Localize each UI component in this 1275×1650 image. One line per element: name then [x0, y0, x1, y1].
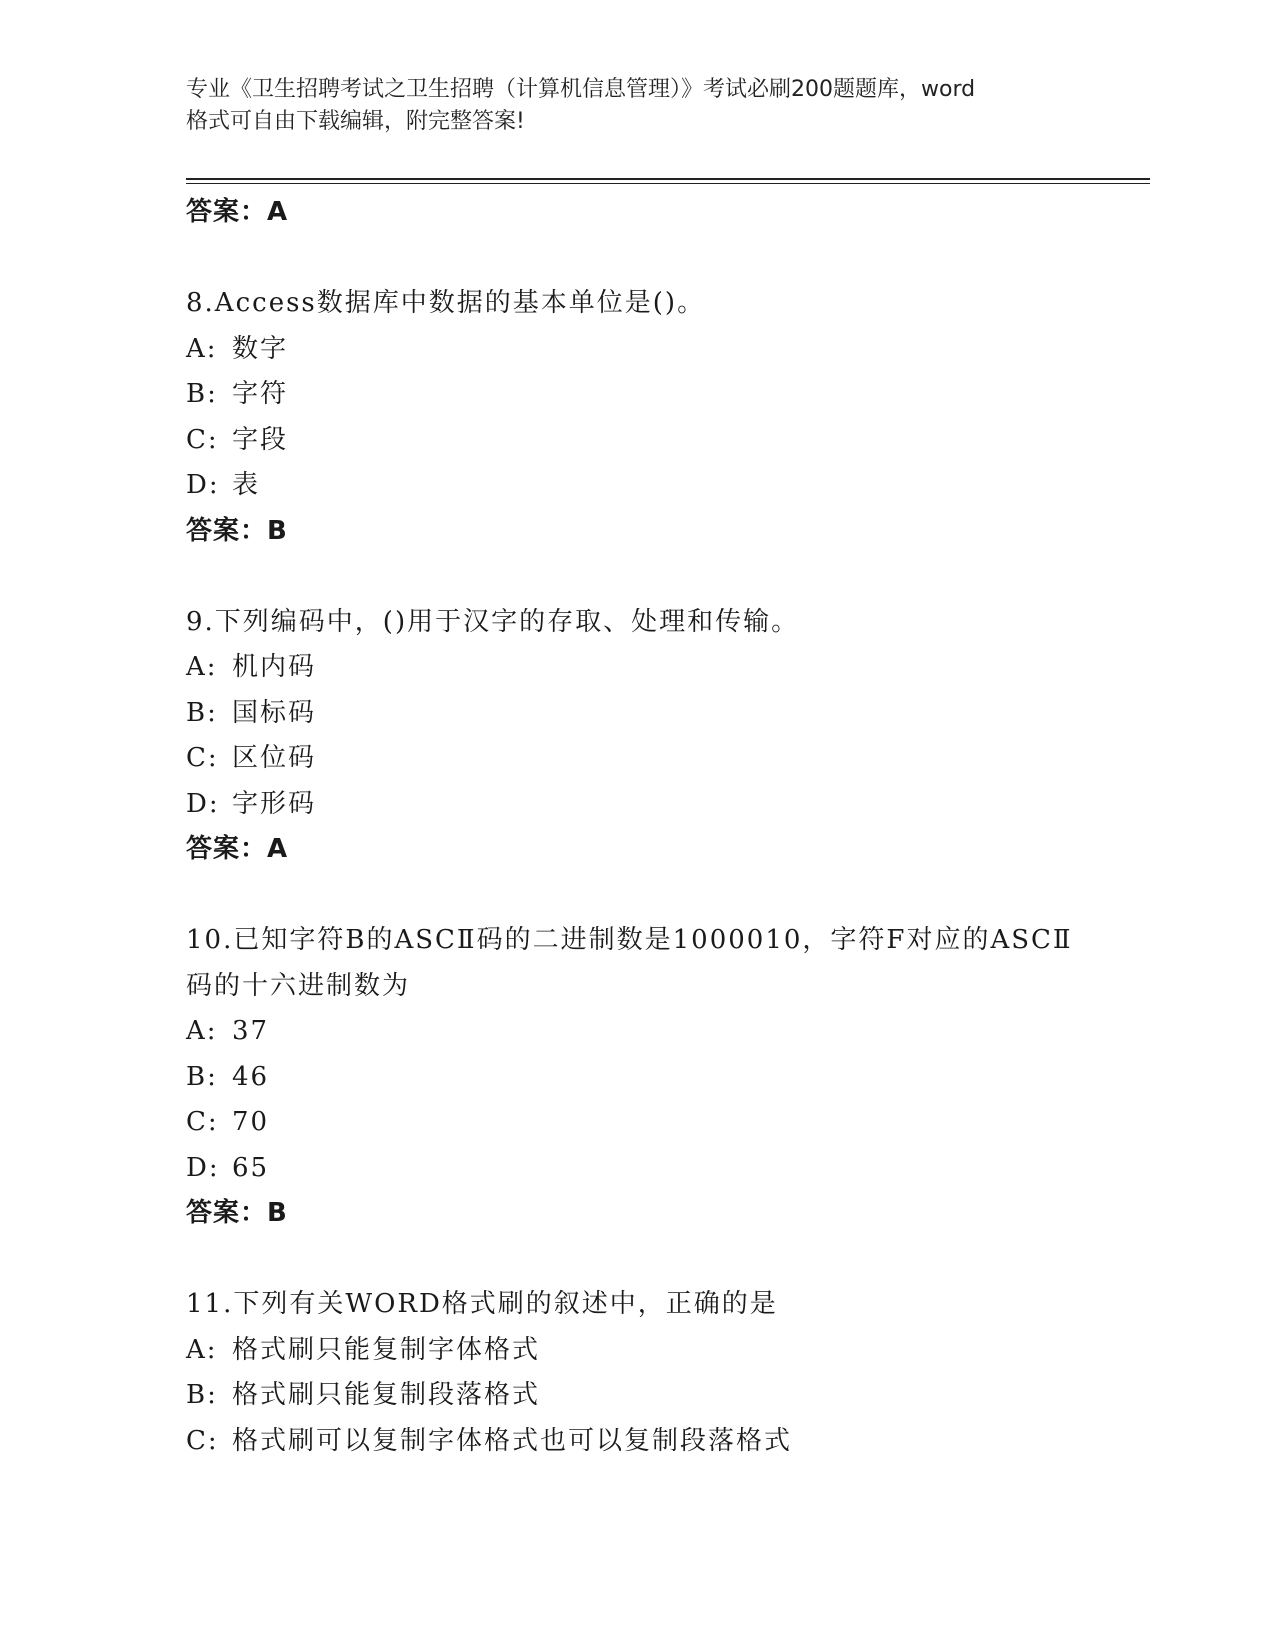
document-header: [186, 74, 1086, 138]
header-line-2: 格式可自由下载编辑，附完整答案!: [186, 109, 525, 134]
option-a[interactable]: A: 机内码: [186, 652, 317, 682]
question-stem-line-2: 码的十六进制数为: [186, 970, 411, 1001]
header-rule-thick: [186, 178, 1150, 180]
option-d[interactable]: D: 65: [186, 1152, 270, 1183]
answer-line: 答案：A: [186, 834, 289, 864]
question-stem: 9.下列编码中，()用于汉字的存取、处理和传输。: [186, 606, 800, 637]
option-b[interactable]: B: 字符: [186, 379, 289, 409]
option-a[interactable]: A: 格式刷只能复制字体格式: [186, 1334, 541, 1365]
question-stem: 8.Access数据库中数据的基本单位是()。: [186, 288, 706, 318]
option-a[interactable]: A: 37: [186, 1016, 270, 1046]
option-b[interactable]: B: 格式刷只能复制段落格式: [186, 1380, 541, 1410]
option-c[interactable]: C: 格式刷可以复制字体格式也可以复制段落格式: [186, 1425, 793, 1456]
option-a[interactable]: A: 数字: [186, 333, 289, 364]
option-d[interactable]: D: 字形码: [186, 788, 317, 819]
header-rule-thin: [186, 183, 1150, 184]
answer-line: 答案：B: [186, 1198, 288, 1228]
question-10: [186, 918, 1146, 1237]
option-c[interactable]: C: 区位码: [186, 743, 317, 773]
question-9: [186, 600, 1146, 873]
answer-line: 答案：A: [186, 197, 289, 227]
question-stem-line-1: 10.已知字符B的ASCⅡ码的二进制数是1000010，字符F对应的ASCⅡ: [186, 925, 1073, 955]
header-line-1: 专业《卫生招聘考试之卫生招聘（计算机信息管理）》考试必刷200题题库，word: [186, 77, 976, 102]
option-c[interactable]: C: 70: [186, 1107, 270, 1137]
answer-line: 答案：B: [186, 515, 288, 546]
question-list: [186, 190, 1146, 1464]
question-8: [186, 281, 1146, 554]
option-b[interactable]: B: 46: [186, 1061, 270, 1092]
option-c[interactable]: C: 字段: [186, 424, 289, 455]
question-11: [186, 1282, 1146, 1464]
option-b[interactable]: B: 国标码: [186, 697, 317, 728]
question-stem: 11.下列有关WORD格式刷的叙述中，正确的是: [186, 1289, 778, 1319]
option-d[interactable]: D: 表: [186, 470, 261, 500]
